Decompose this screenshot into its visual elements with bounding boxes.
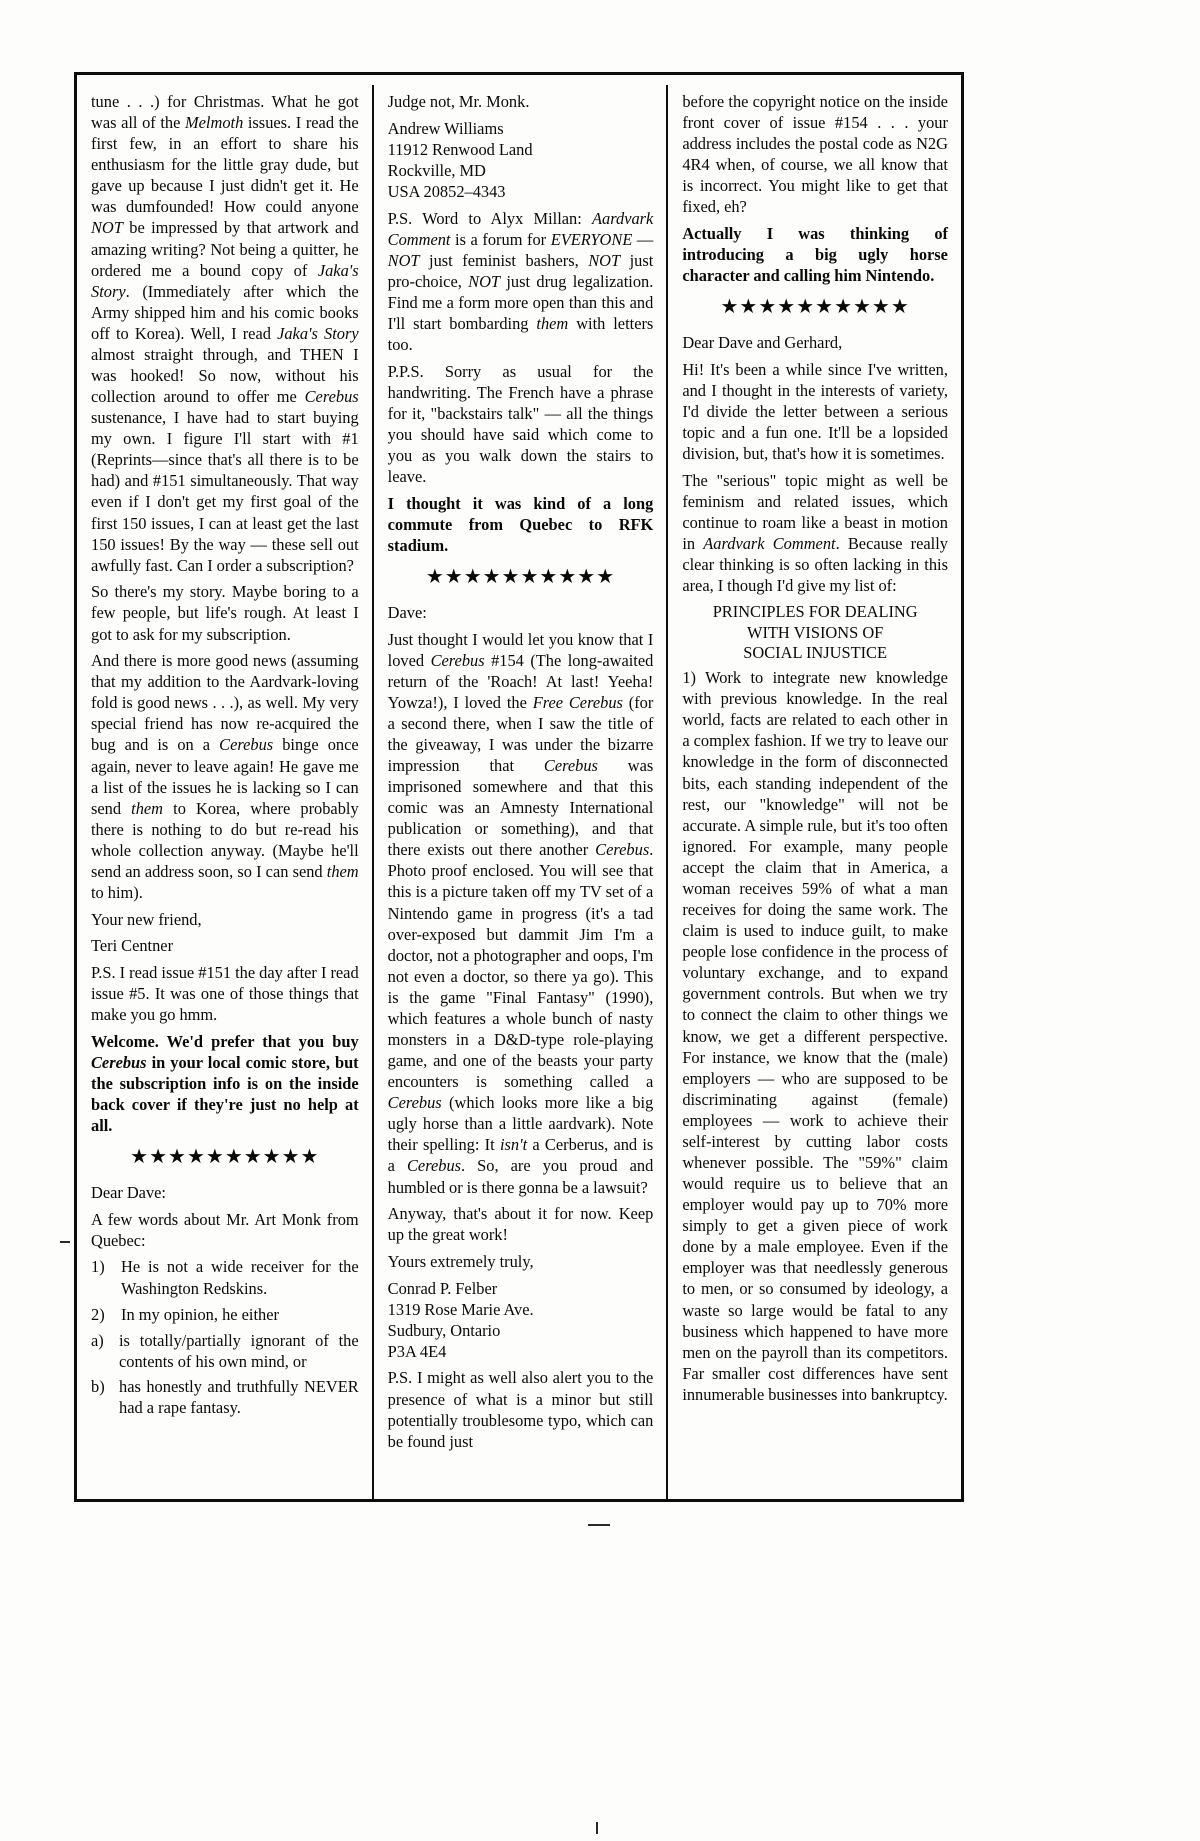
signature-street: 1319 Rose Marie Ave. xyxy=(387,1299,534,1319)
letter-salutation: Dear Dave: xyxy=(91,1183,166,1203)
signature-name: Andrew Williams xyxy=(387,118,504,138)
letter-closing-line: Judge not, Mr. Monk. xyxy=(387,92,530,111)
list-item xyxy=(91,1330,359,1372)
column-three xyxy=(666,85,961,1499)
letter-signature-name: Teri Centner xyxy=(91,936,174,956)
heading-line: SOCIAL INJUSTICE xyxy=(743,643,887,663)
star-separator: ★★★★★★★★★★ xyxy=(720,296,910,319)
signature-city: Sudbury, Ontario xyxy=(387,1320,501,1340)
letters-page-frame xyxy=(74,72,964,1502)
paragraph: A few words about Mr. Art Monk from Quebec: xyxy=(91,1209,359,1250)
heading-line: WITH VISIONS OF xyxy=(746,622,884,642)
editor-reply: Actually I was thinking of introducing a big ugly horse character and calling him Nintendo. xyxy=(682,224,948,286)
letter-postscript: P.S. I read issue #151 the day after I read issue #5. It was one of those things that make you go hmm. xyxy=(91,962,359,1025)
paragraph: Just thought I would let you know that I loved Cerebus #154 (The long-awaited return of the 'Roach! At last! Yeeha! Yowza!), I loved the Free Cerebus (for a second there, when I saw the title of the giveaway, I was under the bizarre impression that Cerebus was imprisoned somewhere and that this comic was an Amnesty International publication or something), and that there exists out there another Cerebus. Photo proof enclosed. You will see that this is a picture taken off my TV set of a Nintendo game in progress (it's a tad over-exposed but dammit Jim I'm a doctor, not a photographer and oops, I'm not even a doctor, so there ya go). This is the game "Final Fantasy" (1990), which features a whole bunch of nasty monsters in a D&D-type role-playing game, and one of the beasts your party encounters is something called a Cerebus (which looks more like a big ugly horse than a little aardvark). Note their spelling: It isn't a Cerberus, and is a Cerebus. So, are you proud and humbled or is there gonna be a lawsuit? xyxy=(387,629,654,1197)
signature-country-zip: USA 20852–4343 xyxy=(387,181,506,201)
list-item xyxy=(91,1376,359,1418)
page-tick-bottom xyxy=(588,1524,610,1526)
list-item xyxy=(91,1304,359,1325)
signature-block xyxy=(388,118,654,202)
signature-city: Rockville, MD xyxy=(387,160,486,180)
paragraph: So there's my story. Maybe boring to a few people, but life's rough. At least I got to ask for my subscription. xyxy=(91,582,359,644)
column-one xyxy=(77,85,372,1499)
letter-postscript: P.S. I might as well also alert you to the presence of what is a minor but still potentially troublesome typo, which can be found just xyxy=(387,1368,654,1451)
paragraph-continuation: before the copyright notice on the inside front cover of issue #154 . . . your address includes the postal code as N2G 4R4 when, of course, we all know that is incorrect. You might like to get that fixed, eh? xyxy=(682,92,948,217)
list-item-text: has honestly and truthfully NEVER had a rape fantasy. xyxy=(119,1376,359,1417)
signature-street: 11912 Renwood Land xyxy=(387,139,533,159)
letter-salutation: Dear Dave and Gerhard, xyxy=(682,333,843,353)
list-marker: a) xyxy=(91,1331,104,1351)
letter-closing: Your new friend, xyxy=(91,909,202,929)
signature-name: Conrad P. Felber xyxy=(387,1278,498,1298)
editor-reply: Welcome. We'd prefer that you buy Cerebus in your local comic store, but the subscription info is on the inside back cover if they're just no help at all. xyxy=(91,1031,359,1136)
list-marker: 1) xyxy=(91,1257,105,1277)
list-marker: b) xyxy=(91,1376,105,1396)
lettered-sublist xyxy=(91,1330,359,1418)
star-separator: ★★★★★★★★★★ xyxy=(130,1146,320,1169)
letter-postscript: P.S. Word to Alyx Millan: Aardvark Comment is a forum for EVERYONE — NOT just feminist bashers, NOT just pro-choice, NOT just drug legalization. Find me a form more open than this and I'll start bombarding them with letters too. xyxy=(387,208,654,354)
paragraph: Anyway, that's about it for now. Keep up the great work! xyxy=(387,1204,654,1245)
list-item-text: is totally/partially ignorant of the contents of his own mind, or xyxy=(119,1331,359,1372)
paragraph: tune . . .) for Christmas. What he got was all of the Melmoth issues. I read the first few, in an effort to share his enthusiasm for the little gray dude, but gave up because I just didn't get it. He was dumfounded! How could anyone NOT be impressed by that artwork and amazing writing? Not being a quitter, he ordered me a bound copy of Jaka's Story. (Immediately after which the Army shipped him and his comic books off to Korea). Well, I read Jaka's Story almost straight through, and THEN I was hooked! So now, without his collection around to offer me Cerebus sustenance, I have had to start buying my own. I figure I'll start with #1 (Reprints—since that's all there is to be had) and #151 simultaneously. That way even if I don't get my first goal of the first 150 issues, I can at least get the last 150 issues! By the way — these sell out awfully fast. Can I order a subscription? xyxy=(91,92,359,575)
numbered-list xyxy=(91,1256,359,1324)
signature-block xyxy=(388,1278,654,1362)
page-tick-left xyxy=(60,1241,70,1243)
letter-closing: Yours extremely truly, xyxy=(387,1251,534,1271)
page-tick-bottom-mark xyxy=(596,1822,598,1834)
paragraph: And there is more good news (assuming that my addition to the Aardvark-loving fold is good news . . .), as well. My very special friend has now re-acquired the bug and is on a Cerebus binge once again, never to leave again! He gave me a list of the issues he is lacking so I can send them to Korea, where probably there is nothing to do but re-read his whole collection anyway. (Maybe he'll send an address soon, so I can send them to him). xyxy=(91,651,359,903)
column-two xyxy=(372,85,667,1499)
editor-reply: I thought it was kind of a long commute from Quebec to RFK stadium. xyxy=(387,493,654,555)
list-item xyxy=(91,1256,359,1298)
paragraph: The "serious" topic might as well be feminism and related issues, which continue to roam like a beast in motion in Aardvark Comment. Because really clear thinking is so often lacking in this area, I though I'd give my list of: xyxy=(682,470,948,596)
star-separator: ★★★★★★★★★★ xyxy=(425,565,616,588)
letter-postscript: P.P.S. Sorry as usual for the handwriting. The French have a phrase for it, "backstairs talk" — all the things you should have said which come to you as you walk down the stairs to leave. xyxy=(387,361,654,487)
list-marker: 2) xyxy=(91,1304,105,1324)
three-column-layout xyxy=(77,85,961,1499)
signature-postal: P3A 4E4 xyxy=(387,1341,447,1361)
paragraph: Hi! It's been a while since I've written, and I thought in the interests of variety, I'd divide the letter between a serious topic and a fun one. It'll be a lopsided division, but, that's how it is sometimes. xyxy=(682,359,948,464)
letter-salutation: Dave: xyxy=(387,602,427,622)
heading-line: PRINCIPLES FOR DEALING xyxy=(712,601,918,621)
list-item-text: In my opinion, he either xyxy=(121,1304,279,1324)
principle-item: 1) Work to integrate new knowledge with previous knowledge. In the real world, facts are related to each other in a complex fashion. If we try to leave our knowledge in the form of disconnected bits, each standing independent of the rest, our "knowledge" will not be accurate. A simple rule, but it's too often ignored. For example, many people accept the claim that in America, a woman receives 59% of what a man receives for doing the same work. The claim is used to induce guilt, to make people lose confidence in the process of voluntary exchange, and to expand government controls. But when we try to connect the claim to other things we know, we get a different perspective. For instance, we know that the (male) employers — who are supposed to be discriminating against (female) employees — work to achieve their self-interest by cutting labor costs whenever possible. The "59%" claim would require us to believe that an employer would pay up to 70% more simply to get a given piece of work done by a male employee. Even if the employer was that needlessly generous to men, or so consumed by ideology, a waste so large would be fatal to any business which happened to have more men on the payroll than its competitors. Far smaller cost differences have sent innumerable businesses into bankruptcy. xyxy=(682,668,948,1404)
section-heading xyxy=(682,602,948,664)
list-item-text: He is not a wide receiver for the Washington Redskins. xyxy=(121,1257,359,1298)
